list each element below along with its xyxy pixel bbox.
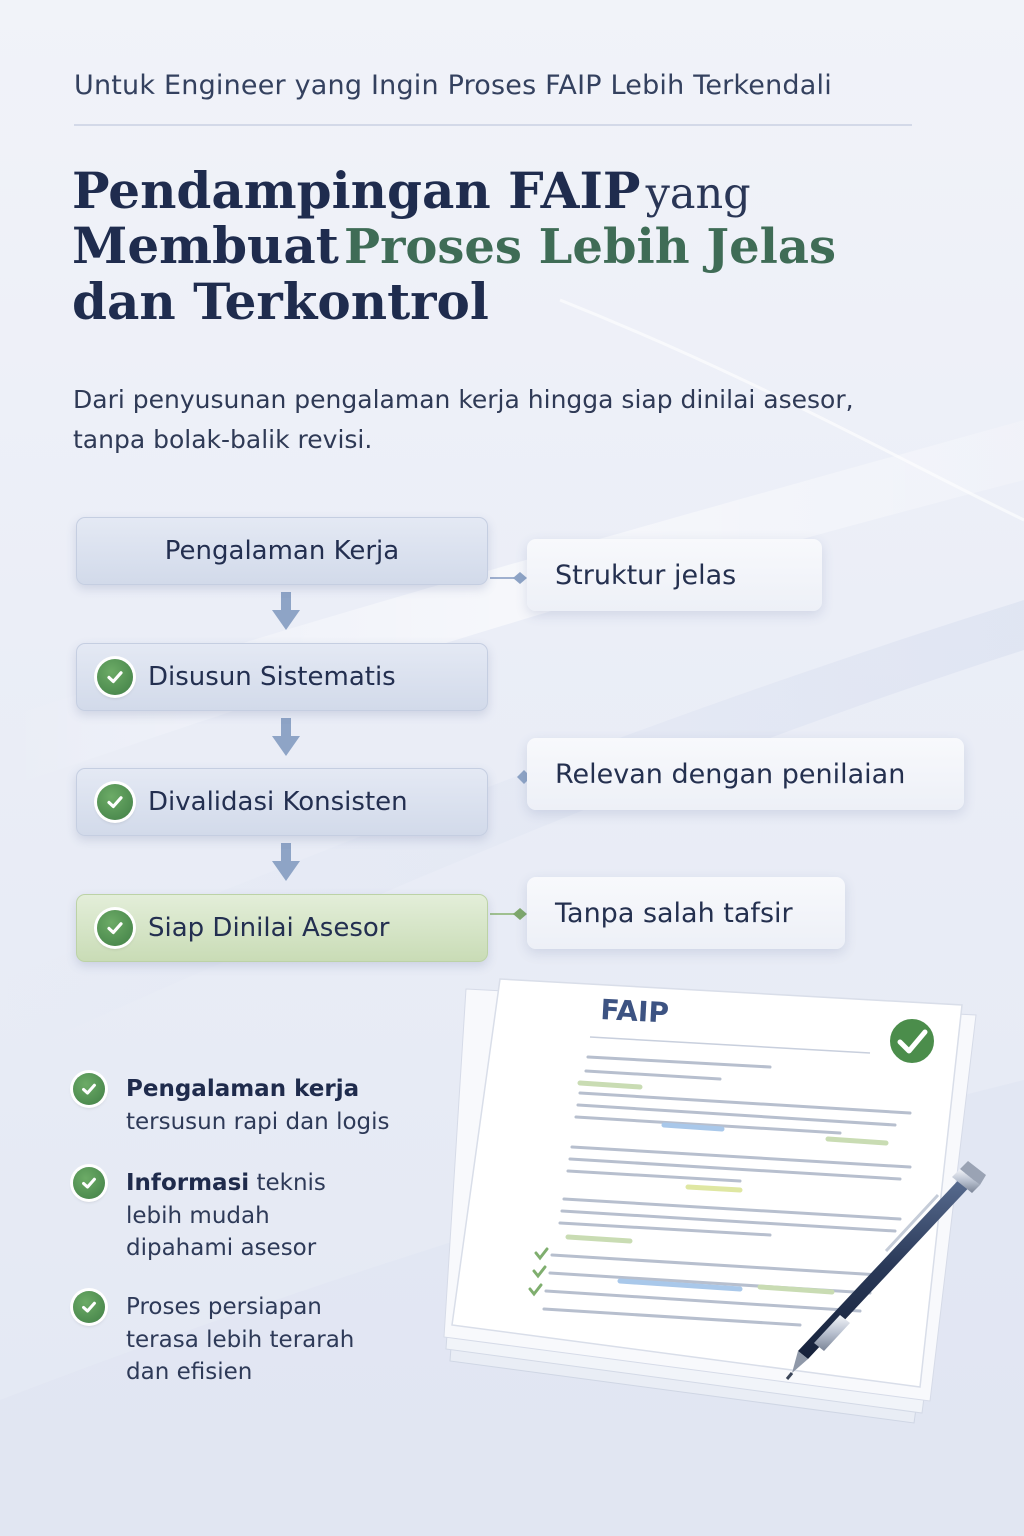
benefit-item [73, 1291, 354, 1389]
benefit-line: terasa lebih terarah [126, 1326, 355, 1353]
benefit-rest: teknis [249, 1170, 326, 1196]
flow-step-divalidasi-konsisten [76, 768, 488, 836]
headline-bold-1: Pendampingan FAIP [72, 161, 641, 220]
callout-label: Tanpa salah tafsir [555, 897, 793, 929]
benefit-headline [126, 1073, 390, 1106]
check-circle-icon [73, 1167, 105, 1199]
subtitle-line-2: tanpa bolak-balik revisi. [73, 424, 373, 454]
flow-step-siap-dinilai-asesor [76, 894, 488, 962]
diamond-pointer-icon [490, 572, 527, 584]
benefit-bold: Pengalaman kerja [126, 1076, 360, 1102]
flow-step-pengalaman-kerja [76, 517, 488, 585]
check-circle-icon [97, 784, 133, 820]
callout-relevan-penilaian [527, 738, 964, 810]
benefit-text [126, 1167, 326, 1265]
benefit-item [73, 1073, 390, 1138]
callout-tanpa-salah-tafsir [527, 877, 845, 949]
flow-step-disusun-sistematis [76, 643, 488, 711]
arrow-down-icon [272, 718, 300, 756]
check-circle-icon [73, 1073, 105, 1105]
document-title: FAIP [599, 993, 670, 1030]
benefit-item [73, 1167, 326, 1265]
headline-normal-1: yang [645, 169, 751, 219]
arrow-down-icon [272, 592, 300, 630]
check-circle-icon [97, 659, 133, 695]
benefit-rest: Proses persiapan [126, 1294, 322, 1320]
check-circle-icon [97, 910, 133, 946]
benefit-headline [126, 1291, 354, 1324]
flow-step-label: Siap Dinilai Asesor [148, 913, 390, 943]
tagline: Untuk Engineer yang Ingin Proses FAIP Lebih Terkendali [74, 70, 832, 101]
headline-green: Proses Lebih Jelas [343, 219, 836, 276]
flow-step-label: Pengalaman Kerja [164, 536, 400, 566]
flow-step-label: Divalidasi Konsisten [148, 787, 408, 817]
flow-step-label: Disusun Sistematis [148, 662, 396, 692]
faip-document-illustration [440, 975, 1000, 1435]
headline-bold-2: Membuat [72, 216, 339, 276]
diamond-pointer-icon [490, 908, 527, 920]
arrow-down-icon [272, 843, 300, 881]
benefit-text [126, 1073, 390, 1138]
benefit-line: dipahami asesor [126, 1235, 317, 1262]
benefit-line: tersusun rapi dan logis [126, 1108, 390, 1135]
benefit-line: dan efisien [126, 1359, 253, 1386]
callout-label: Relevan dengan penilaian [555, 758, 906, 790]
callout-label: Struktur jelas [555, 559, 737, 591]
subtitle-line-1: Dari penyusunan pengalaman kerja hingga siap dinilai asesor, [73, 385, 854, 414]
callout-struktur-jelas [527, 539, 822, 611]
document-stack-icon [440, 975, 1000, 1435]
benefit-text [126, 1291, 354, 1389]
benefit-bold: Informasi [126, 1170, 250, 1196]
benefit-line: lebih mudah [126, 1202, 270, 1229]
headline-bold-3: dan Terkontrol [72, 272, 489, 332]
benefit-headline [126, 1167, 326, 1200]
check-circle-icon [73, 1291, 105, 1323]
